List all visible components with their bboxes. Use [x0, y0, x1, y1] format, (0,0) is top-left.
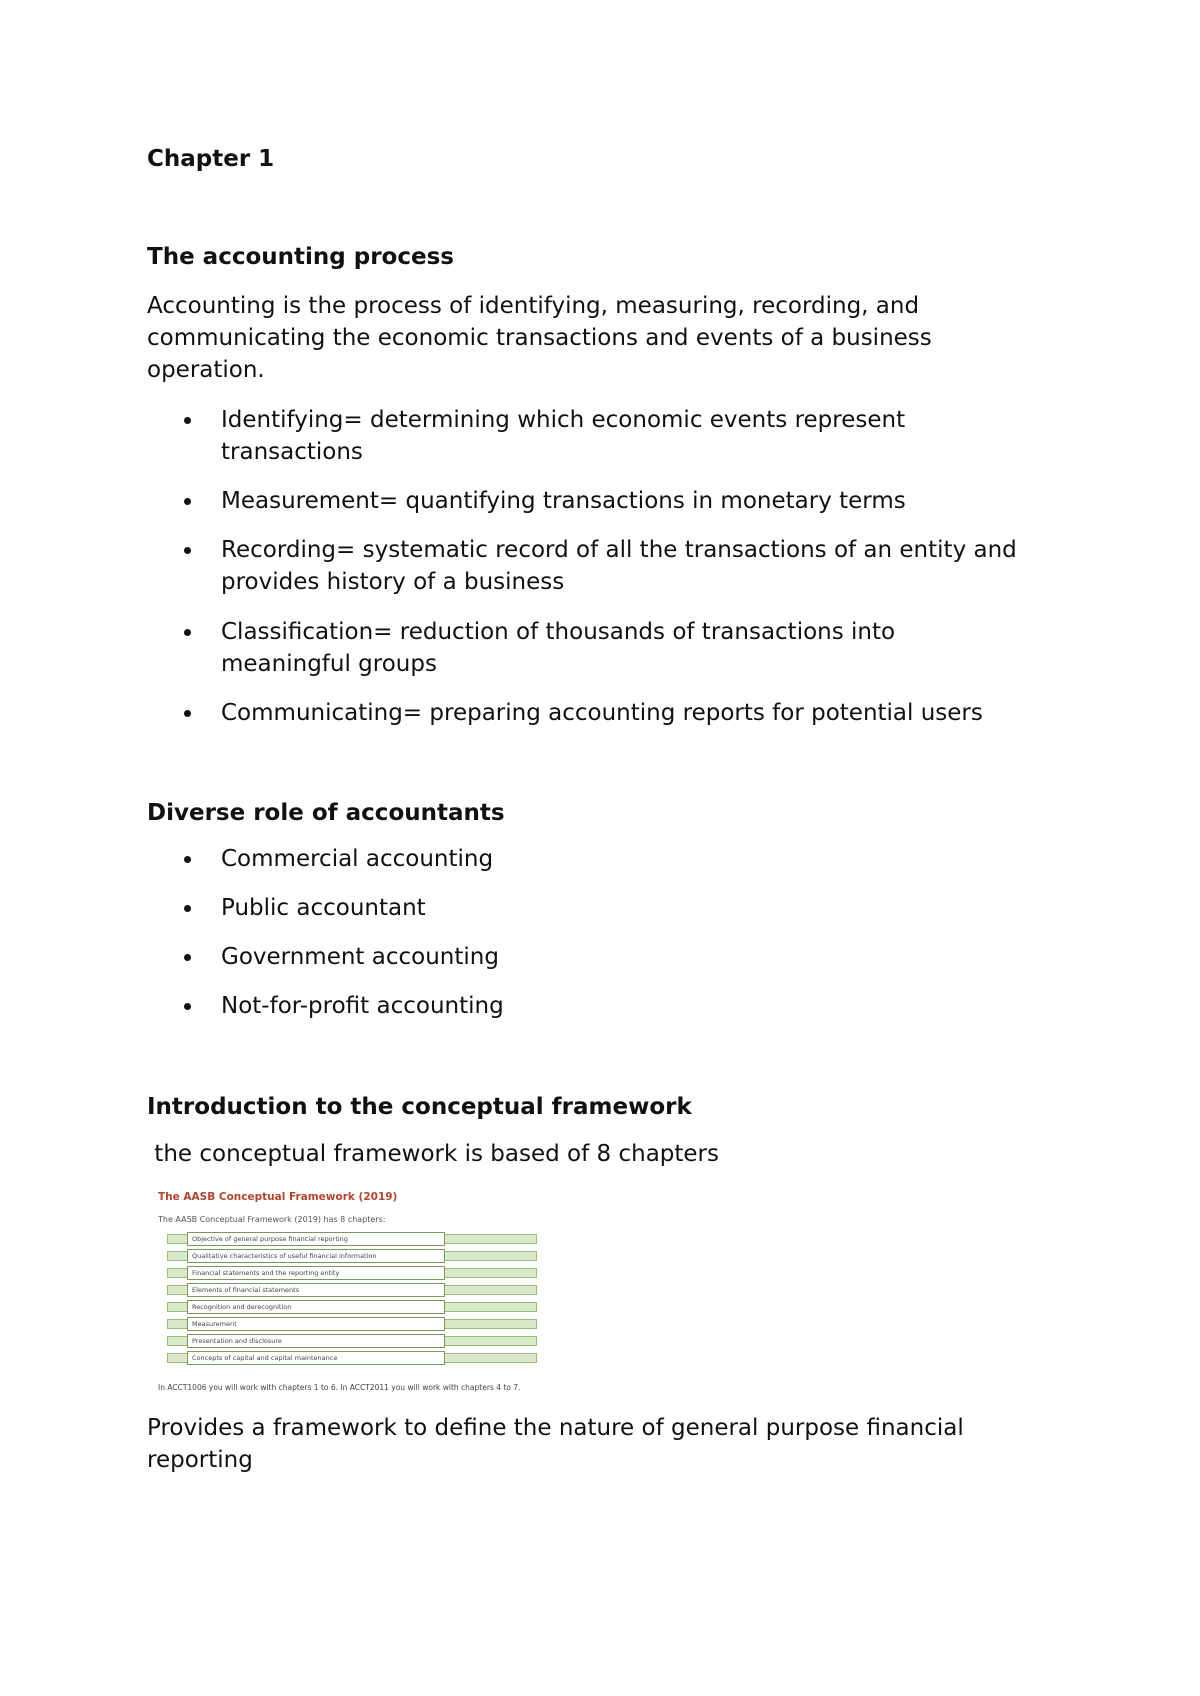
- figure-chapter-row: Measurement: [167, 1317, 537, 1331]
- accounting-definition-paragraph: Accounting is the process of identifying, measuring, recording, and communicating the economic transactions and events of a business operation.: [147, 293, 932, 383]
- bullet-icon: [184, 905, 191, 912]
- bullet-icon: [184, 498, 191, 505]
- bullet-icon: [184, 856, 191, 863]
- bullet-icon: [184, 629, 191, 636]
- figure-footnote: In ACCT1006 you will work with chapters 1 to 6. In ACCT2011 you will work with chapters 4 to 7.: [158, 1383, 521, 1392]
- bullet-icon: [184, 710, 191, 717]
- chapter-title: Chapter 1: [147, 146, 275, 172]
- heading-accounting-process: The accounting process: [147, 244, 454, 270]
- bullet-icon: [184, 547, 191, 554]
- figure-subtitle: The AASB Conceptual Framework (2019) has 8 chapters:: [158, 1215, 386, 1224]
- document-page: Chapter 1 The accounting process Accounting is the process of identifying, measuring, recording, and communicating the economic transactions and events of a business operation. Identifying= determining which economic events represent transactions Measurement= quantifying transactions in monetary terms Recording= systematic record of all the transactions of an entity and provides history of a business Classification= reduction of thousands of transactions into meaningful groups Communicating= preparing accounting reports for potential users Diverse role of accountants Commercial accounting Public accountant Government accounting Not-for-profit accounting Introduction to the conceptual framework the conceptual framework is based of 8 chapters The AASB Conceptual Framework (2019) The AASB Conceptual Framework (2019) has 8 chapters: Objective of general purpose financial reporting Qualitative characteristics of useful financial information Financial statements and the reporting entity Elements of financial statements Recognition and derecognition Measurement Presentation and disclosure Concepts of capital and capital maintenance In ACCT1006 you will work with chapters 1 to 6. In ACCT2011 you will work with chapters 4 to 7. Provides a framework to define the nature of general purpose financial reporting: [0, 0, 1200, 1696]
- figure-chapter-row: Presentation and disclosure: [167, 1334, 537, 1348]
- figure-chapter-row: Qualitative characteristics of useful financial information: [167, 1249, 537, 1263]
- heading-conceptual-framework: Introduction to the conceptual framework: [147, 1094, 692, 1120]
- figure-chapter-row: Elements of financial statements: [167, 1283, 537, 1297]
- bullet-icon: [184, 417, 191, 424]
- conceptual-framework-figure: [155, 1188, 540, 1393]
- figure-chapter-row: Objective of general purpose financial reporting: [167, 1232, 537, 1246]
- framework-intro-text: the conceptual framework is based of 8 chapters: [147, 1141, 719, 1167]
- framework-closing-text: Provides a framework to define the nature of general purpose financial reporting: [147, 1415, 964, 1473]
- bullet-icon: [184, 1003, 191, 1010]
- figure-title: The AASB Conceptual Framework (2019): [158, 1191, 398, 1203]
- figure-chapter-row: Financial statements and the reporting entity: [167, 1266, 537, 1280]
- bullet-icon: [184, 954, 191, 961]
- figure-chapter-row: Concepts of capital and capital maintenance: [167, 1351, 537, 1365]
- heading-diverse-role: Diverse role of accountants: [147, 800, 505, 826]
- figure-chapter-row: Recognition and derecognition: [167, 1300, 537, 1314]
